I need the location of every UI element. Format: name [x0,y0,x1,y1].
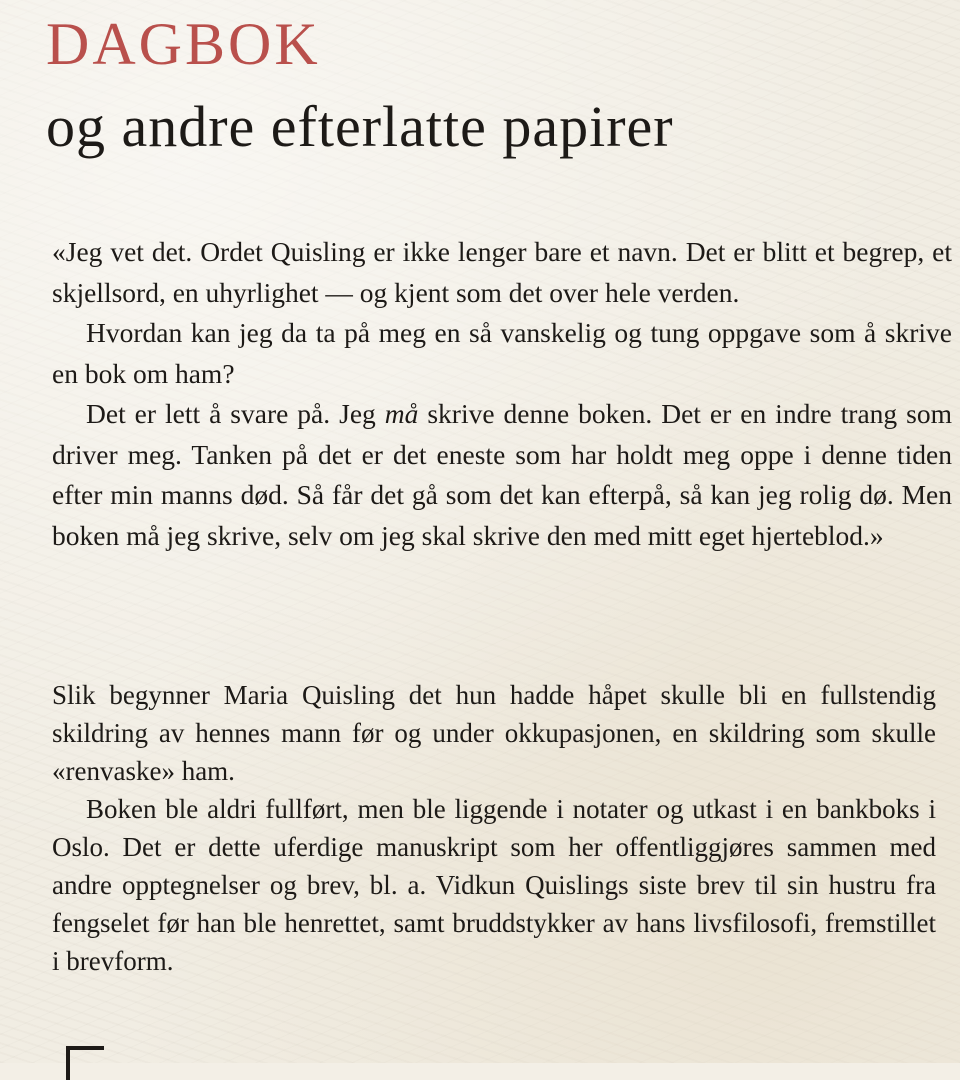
description-paragraph-1: Slik begynner Maria Quisling det hun hadde håpet skulle bli en fullstendig skildring av hennes mann før og under okkupasjonen, en skildring som skulle «renvaske» ham. [52,680,936,786]
quote-paragraph-2: Hvordan kan jeg da ta på meg en så vanskelig og tung oppgave som å skrive en bok om ham? [52,317,952,389]
quote-block [52,232,952,556]
book-title: DAGBOK [46,11,321,77]
quote-paragraph-3 [52,394,952,556]
quote-p3-emphasis: må [384,398,419,429]
quote-p3-start: Det er lett å svare på. Jeg [86,398,385,429]
description-block [52,676,936,980]
quote-p3-end: skrive denne boken. Det er en indre trang som driver meg. Tanken på det er det eneste som har holdt meg oppe i denne tiden efter min manns død. Så får det gå som det kan efterpå, så kan jeg rolig dø. Men boken må jeg skrive, selv om jeg skal skrive den med mitt eget hjerteblod.» [52,398,952,551]
book-subtitle: og andre efterlatte papirer [46,94,674,159]
cropped-letter-fragment [66,1046,104,1080]
description-paragraph-2: Boken ble aldri fullført, men ble liggende i notater og utkast i en bankboks i Oslo. Det er dette uferdige manuskript som her offentliggjøres sammen med andre opptegnelser og brev, bl. a. Vidkun Quislings siste brev til sin hustru fra fengselet før han ble henrettet, samt bruddstykker av hans livsfilosofi, fremstillet i brevform. [52,794,936,976]
quote-paragraph-1: «Jeg vet det. Ordet Quisling er ikke lenger bare et navn. Det er blitt et begrep, et skjellsord, en uhyrlighet — og kjent som det over hele verden. [52,236,952,308]
